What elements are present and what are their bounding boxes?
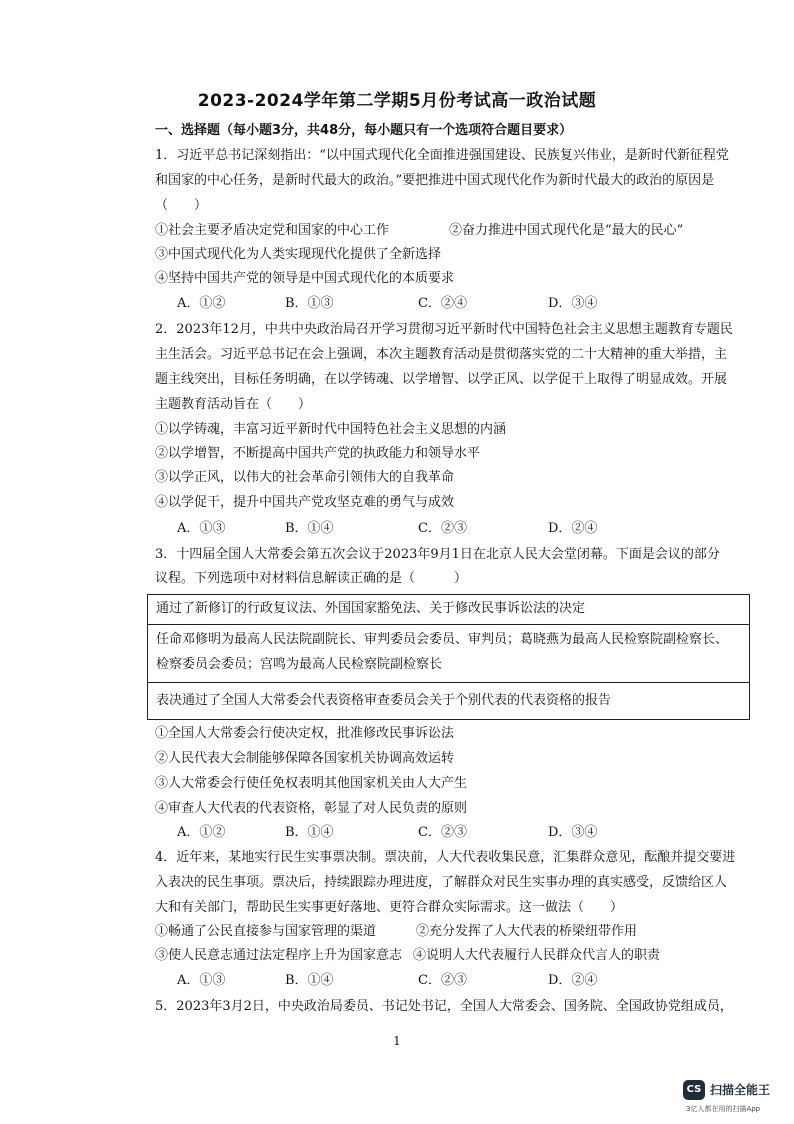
q2-statement-2: ②以学增智，不断提高中国共产党的执政能力和领导水平 — [155, 446, 481, 461]
q3-agenda-item: 表决通过了全国人大常委会代表资格审查委员会关于个别代表的代表资格的报告 — [156, 693, 612, 708]
q3-agenda-item: 任命邓修明为最高人民法院副院长、审判委员会委员、审判员；葛晓燕为最高人民检察院副检察长、 — [156, 632, 729, 647]
q3-agenda-row — [148, 683, 749, 719]
q2-statement-1: ①以学铸魂，丰富习近平新时代中国特色社会主义思想的内涵 — [155, 422, 507, 437]
q1-option-a[interactable]: A．①② — [177, 296, 226, 311]
q3-agenda-item: 检察委员会委员；宫鸣为最高人民检察院副检察长 — [156, 657, 443, 672]
q4-option-d[interactable]: D．②④ — [548, 973, 598, 988]
q3-statement-2: ②人民代表大会制能够保障各国家机关协调高效运转 — [155, 751, 455, 766]
q1-option-c[interactable]: C．②④ — [418, 296, 467, 311]
q2-option-d[interactable]: D．②④ — [548, 521, 598, 536]
q1-statement-1: ①社会主要矛盾决定党和国家的中心工作 — [155, 223, 390, 238]
q1-stem-line: （ ） — [155, 198, 208, 213]
q2-option-c[interactable]: C．②③ — [418, 521, 467, 536]
q1-statement-3: ③中国式现代化为人类实现现代化提供了全新选择 — [155, 247, 442, 262]
q2-statement-3: ③以学正风，以伟大的社会革命引领伟大的自我革命 — [155, 470, 455, 485]
q4-statement-4: ④说明人大代表履行人民群众代言人的职责 — [413, 948, 661, 963]
q3-option-a[interactable]: A．①② — [177, 825, 226, 840]
q4-options — [0, 971, 794, 991]
q4-statement-1: ①畅通了公民直接参与国家管理的渠道 — [155, 924, 377, 939]
q3-option-b[interactable]: B．①④ — [285, 825, 334, 840]
q3-option-d[interactable]: D．③④ — [548, 825, 598, 840]
q3-options — [0, 823, 794, 843]
watermark-tagline: 3亿人都在用的扫描App — [686, 1105, 761, 1113]
section-heading: 一、选择题（每小题3分，共48分，每小题只有一个选项符合题目要求） — [155, 123, 573, 138]
q2-options — [0, 519, 794, 539]
q4-stem-line: 大和有关部门，帮助民生实事更好落地、更符合群众实际需求。这一做法（ ） — [155, 900, 624, 915]
q2-stem-line: 2．2023年12月，中共中央政治局召开学习贯彻习近平新时代中国特色社会主义思想主题教育专题民 — [155, 322, 733, 337]
q4-stem-line: 4．近年来，某地实行民生实事票决制。票决前，人大代表收集民意，汇集群众意见，酝酿并提交要进 — [155, 850, 736, 865]
watermark-app-name: 扫描全能王 — [710, 1083, 771, 1097]
q2-option-a[interactable]: A．①③ — [177, 521, 226, 536]
q4-stem-line: 入表决的民生事项。票决后，持续跟踪办理进度，了解群众对民生实事办理的真实感受，反馈给区人 — [155, 875, 728, 890]
q3-agenda-item: 通过了新修订的行政复议法、外国国家豁免法、关于修改民事诉讼法的决定 — [156, 601, 586, 616]
q1-stem-line: 1．习近平总书记深刻指出：“以中国式现代化全面推进强国建设、民族复兴伟业，是新时代新征程党 — [155, 148, 729, 163]
q3-statement-4: ④审查人大代表的代表资格，彰显了对人民负责的原则 — [155, 801, 468, 816]
q3-option-c[interactable]: C．②③ — [418, 825, 467, 840]
q4-statement-3: ③使人民意志通过法定程序上升为国家意志 — [155, 948, 403, 963]
q1-option-b[interactable]: B．①③ — [285, 296, 334, 311]
q3-stem-line: 议程。下列选项中对材料信息解读正确的是（ ） — [155, 571, 468, 586]
q1-option-d[interactable]: D．③④ — [548, 296, 598, 311]
q4-option-c[interactable]: C．②③ — [418, 973, 467, 988]
q3-statement-3: ③人大常委会行使任免权表明其他国家机关由人大产生 — [155, 776, 468, 791]
q2-stem-line: 主生活会。习近平总书记在会上强调，本次主题教育活动是贯彻落实党的二十大精神的重大举措，主 — [155, 347, 728, 362]
q4-option-b[interactable]: B．①④ — [285, 973, 334, 988]
q3-statement-1: ①全国人大常委会行使决定权，批准修改民事诉讼法 — [155, 726, 455, 741]
q1-statement-4: ④坚持中国共产党的领导是中国式现代化的本质要求 — [155, 271, 455, 286]
q1-options — [0, 294, 794, 314]
q1-stem-line: 和国家的中心任务，是新时代最大的政治。”要把推进中国式现代化作为新时代最大的政治的原因是 — [155, 173, 715, 188]
q2-statement-4: ④以学促干，提升中国共产党攻坚克难的勇气与成效 — [155, 495, 455, 510]
q3-agenda-table — [147, 594, 750, 720]
q2-stem-line: 主题教育活动旨在（ ） — [155, 397, 312, 412]
q2-stem-line: 题主线突出，目标任务明确，在以学铸魂、以学增智、以学正风、以学促干上取得了明显成效。开展 — [155, 372, 728, 387]
q1-statement-2: ②奋力推进中国式现代化是“最大的民心” — [449, 223, 684, 238]
q3-agenda-row — [148, 625, 749, 683]
q5-stem-line: 5．2023年3月2日，中央政治局委员、书记处书记，全国人大常委会、国务院、全国政协党组成员， — [155, 999, 733, 1014]
page-title: 2023-2024学年第二学期5月份考试高一政治试题 — [197, 91, 597, 111]
q3-agenda-row — [148, 595, 749, 625]
q3-stem-line: 3．十四届全国人大常委会第五次会议于2023年9月1日在北京人民大会堂闭幕。下面是会议的部分 — [155, 547, 720, 562]
camscanner-logo-icon: CS — [683, 1080, 705, 1100]
q4-option-a[interactable]: A．①③ — [177, 973, 226, 988]
page-number: 1 — [393, 1034, 401, 1048]
q2-option-b[interactable]: B．①④ — [285, 521, 334, 536]
q4-statement-2: ②充分发挥了人大代表的桥梁纽带作用 — [416, 924, 638, 939]
